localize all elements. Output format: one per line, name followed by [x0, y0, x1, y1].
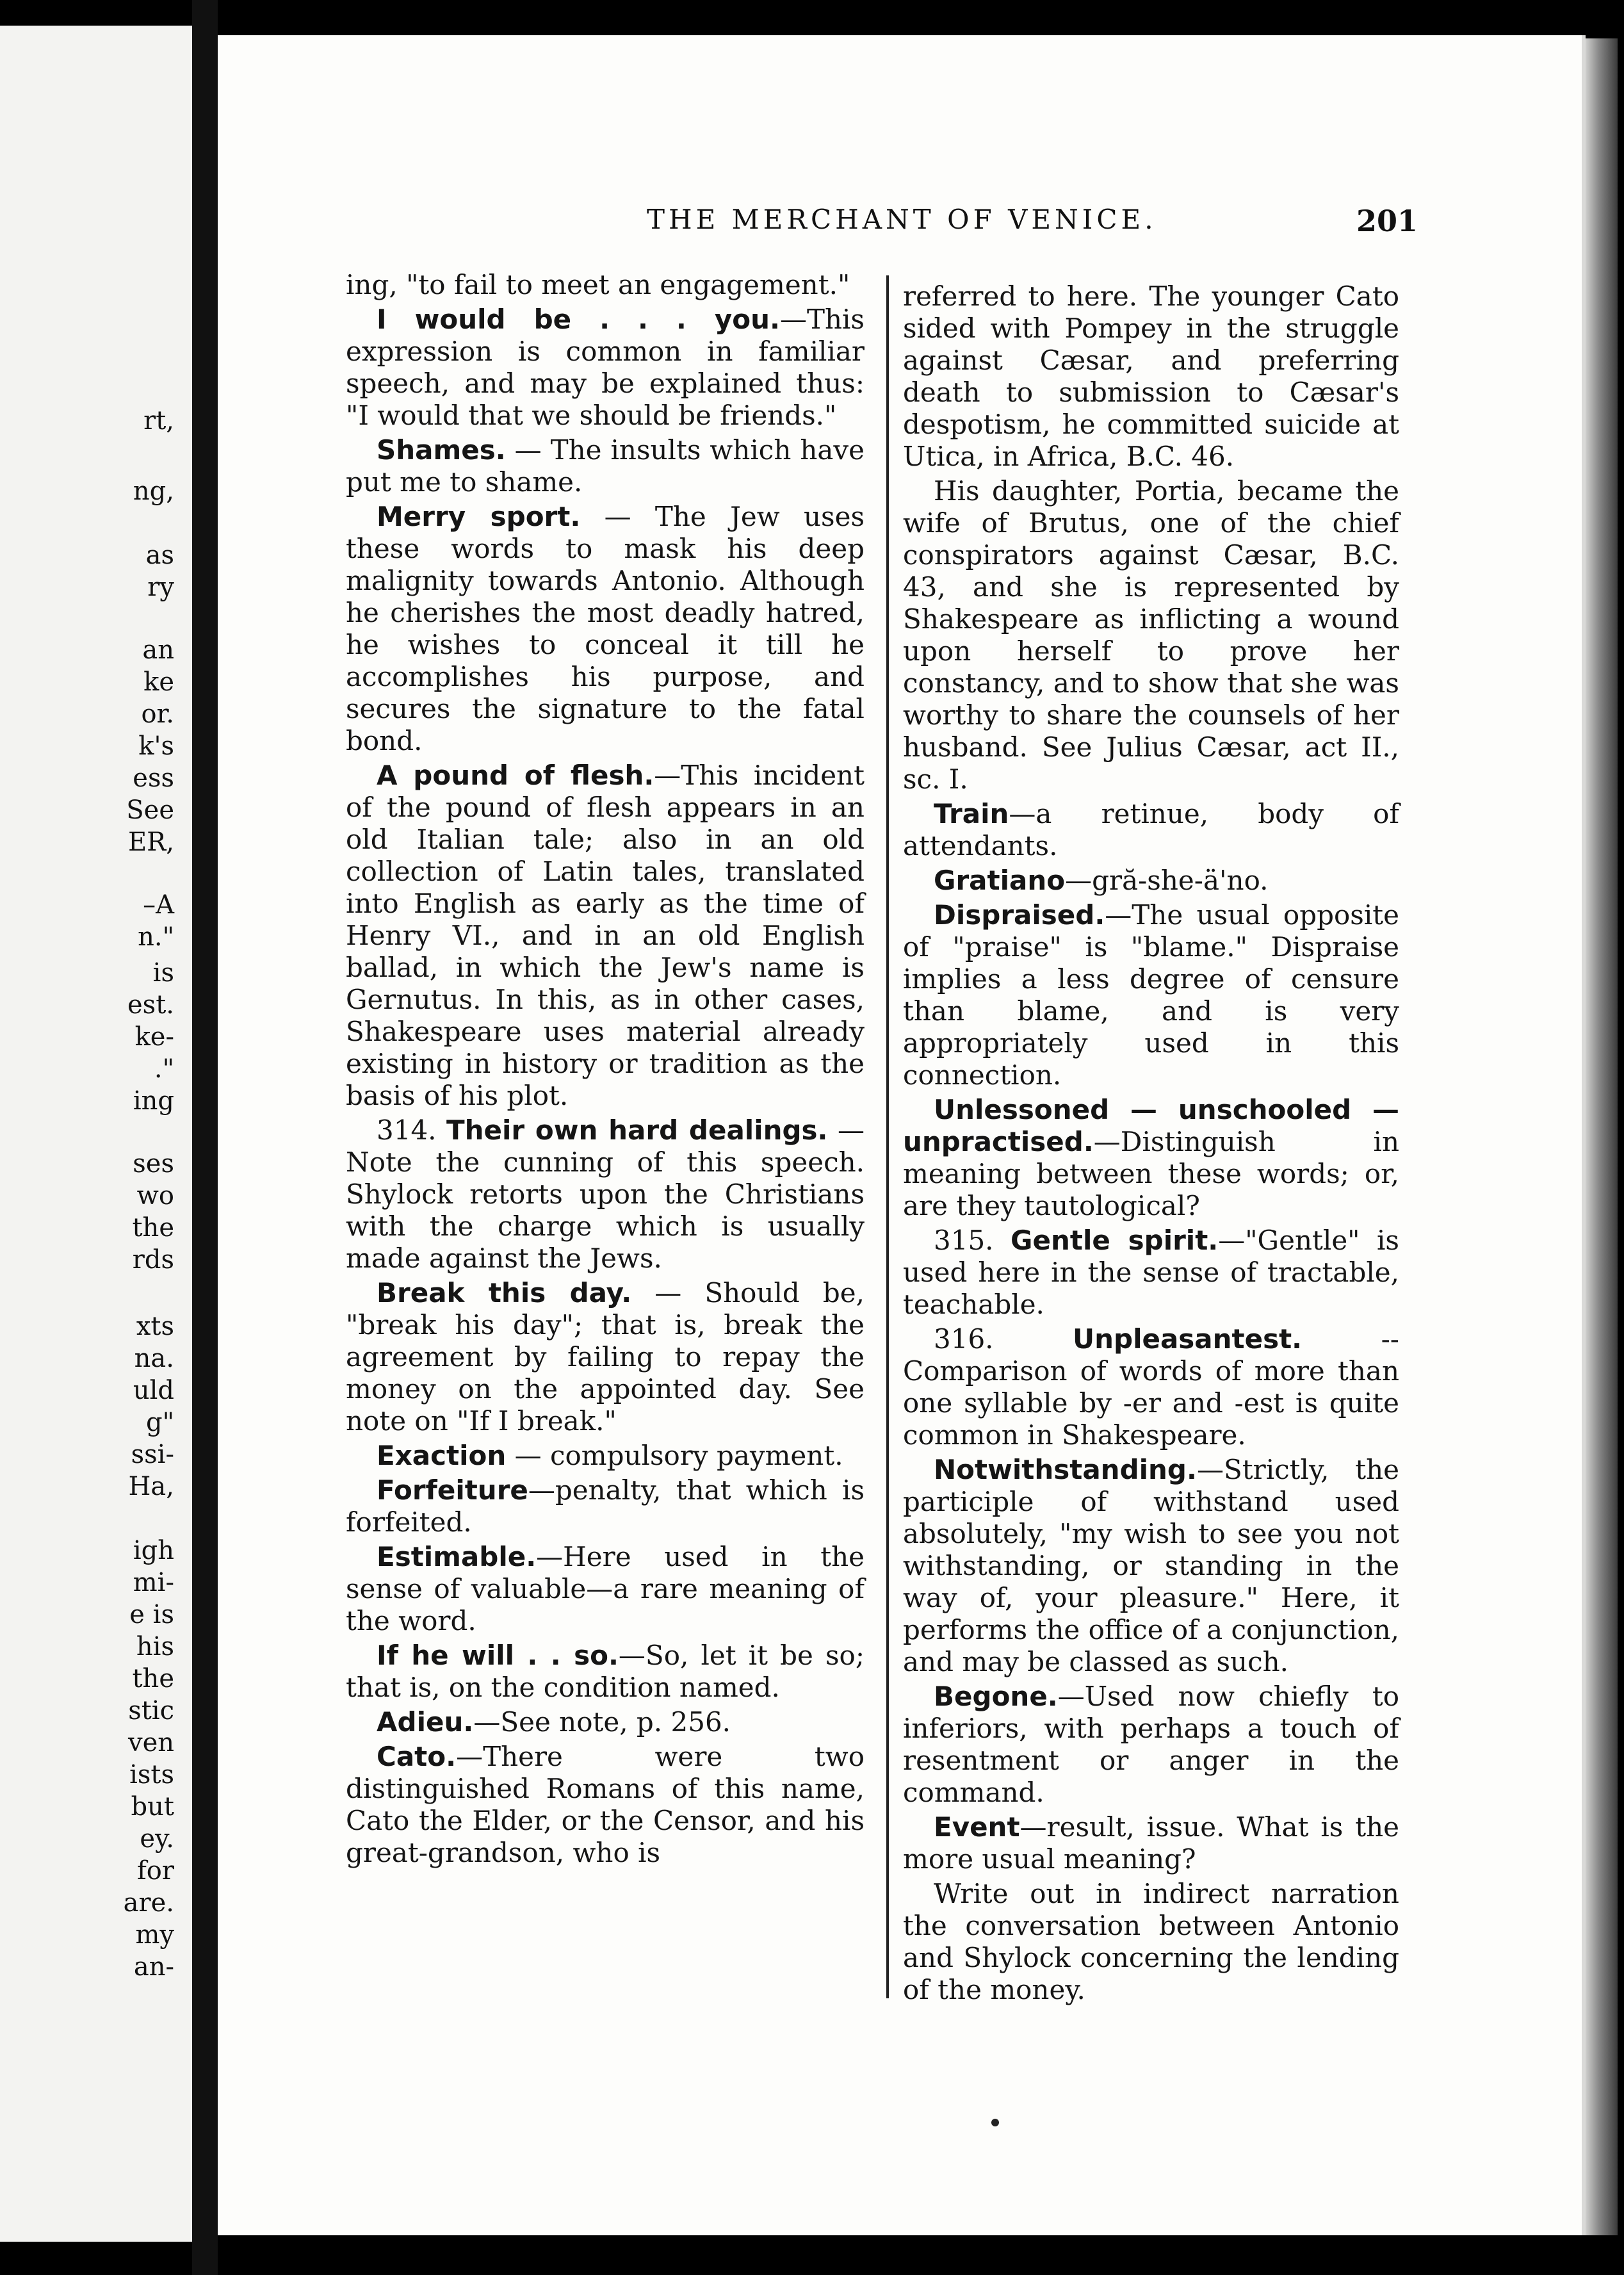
column-left — [346, 269, 865, 1871]
facing-page-stub-text: are. — [123, 1888, 174, 1918]
facing-page-stub — [0, 539, 192, 571]
facing-page-stub — [0, 1212, 192, 1244]
facing-page-stub — [0, 1471, 192, 1503]
note-text: —This expression is common in familiar speech, and may be explained thus: "I would that we should be friends." — [346, 304, 865, 431]
note-text: —gră-she-ä'no. — [1065, 865, 1269, 896]
facing-page-stub — [0, 475, 192, 507]
note-text: —"Gentle" is used here in the sense of tractable, teachable. — [903, 1225, 1399, 1320]
note-text: His daughter, Portia, became the wife of Brutus, one of the chief conspirators against Cæsar, B.C. 43, and she is represented by Shakespeare as inflicting a wound upon herself to prove her constancy, and to show that she was worthy to share the counsels of her husband. See Julius Cæsar, act II., sc. I. — [903, 475, 1399, 795]
note-headword: Unlessoned — unschooled — unpractised. — [903, 1094, 1399, 1157]
note-paragraph — [903, 1454, 1399, 1678]
facing-page-stub-text: ke- — [134, 1022, 174, 1052]
note-paragraph — [346, 1541, 865, 1637]
facing-page-stub-text: Ha, — [128, 1472, 174, 1501]
facing-page-stub — [0, 1887, 192, 1919]
facing-page-stub — [0, 1631, 192, 1663]
facing-page-stub-text: ke — [143, 667, 174, 697]
running-header: THE MERCHANT OF VENICE. — [647, 204, 1157, 235]
note-paragraph — [346, 269, 865, 301]
facing-page-stub-text: rt, — [143, 406, 174, 436]
facing-page-stub-text: e is — [129, 1600, 174, 1629]
facing-page-stub — [0, 1053, 192, 1085]
facing-page-stub — [0, 1567, 192, 1599]
facing-page-stub-text: n." — [138, 922, 174, 952]
facing-page-stub — [0, 1374, 192, 1407]
facing-page-stub-text: is — [152, 958, 174, 988]
note-text: —See note, p. 256. — [473, 1706, 731, 1738]
note-headword: Break this day. — [377, 1277, 632, 1309]
facing-page-stub-text: ven — [127, 1728, 174, 1757]
facing-page-stub-text: but — [131, 1792, 174, 1822]
facing-page-stub-text: uld — [133, 1376, 174, 1405]
facing-page-stub-text: na. — [134, 1344, 174, 1373]
facing-page-stub-text: g" — [145, 1408, 174, 1437]
facing-page-stub-text: See — [126, 795, 174, 825]
note-text: —result, issue. What is the more usual meaning? — [903, 1811, 1399, 1875]
facing-page-stub — [0, 1342, 192, 1374]
facing-page-stub-text: ess — [133, 763, 174, 793]
note-paragraph — [346, 1706, 865, 1738]
note-text: —There were two distinguished Romans of this name, Cato the Elder, or the Censor, and his great-grandson, who is — [346, 1741, 865, 1868]
facing-page-stub — [0, 1021, 192, 1053]
note-paragraph — [903, 475, 1399, 795]
note-text: —So, let it be so; that is, on the condition named. — [346, 1640, 865, 1703]
note-paragraph — [903, 1681, 1399, 1809]
note-text: — The insults which have put me to shame. — [346, 434, 865, 498]
note-text: —The usual opposite of "praise" is "blame." Dispraise implies a less degree of censure than blame, and is very appropriately used in this connection. — [903, 899, 1399, 1091]
facing-page-stub — [0, 1148, 192, 1180]
facing-page-stub — [0, 989, 192, 1021]
facing-page-stub-text: the — [132, 1664, 174, 1693]
note-text: — Should be, "break his day"; that is, break the agreement by failing to repay the money on the appointed day. See note on "If I break." — [346, 1277, 865, 1437]
line-number: 315. — [934, 1225, 1011, 1256]
facing-page-stub — [0, 889, 192, 921]
note-paragraph — [903, 1811, 1399, 1875]
note-headword: Merry sport. — [377, 501, 581, 532]
facing-page-stub-text: ry — [147, 573, 174, 602]
facing-page-stub-text: k's — [138, 731, 174, 761]
facing-page-stub — [0, 571, 192, 603]
facing-page-stub — [0, 1791, 192, 1823]
note-paragraph — [346, 304, 865, 432]
facing-page-stub — [0, 1180, 192, 1212]
facing-page-stub — [0, 1759, 192, 1791]
note-paragraph — [903, 1094, 1399, 1222]
facing-page-stub — [0, 1823, 192, 1855]
facing-page-stub-text: an- — [133, 1952, 174, 1982]
facing-page-stub-text: as — [145, 541, 174, 570]
note-headword: Begone. — [934, 1681, 1058, 1712]
column-rule — [886, 275, 889, 1998]
note-headword: Adieu. — [377, 1706, 474, 1738]
note-paragraph — [903, 281, 1399, 473]
note-headword: Gentle spirit. — [1011, 1225, 1219, 1256]
facing-page-stub — [0, 1407, 192, 1439]
facing-page-stub-text: ." — [154, 1054, 174, 1084]
note-text: —penalty, that which is forfeited. — [346, 1474, 865, 1538]
note-text: ing, "to fail to meet an engagement." — [346, 269, 850, 300]
note-headword: Dispraised. — [934, 899, 1105, 931]
note-paragraph — [903, 865, 1399, 897]
facing-page-stub — [0, 1919, 192, 1951]
note-paragraph — [346, 1277, 865, 1437]
facing-page-stub-text: ing — [133, 1086, 174, 1116]
note-headword: Forfeiture — [377, 1474, 528, 1506]
facing-page-stub — [0, 1439, 192, 1471]
note-paragraph — [346, 1640, 865, 1704]
facing-page-stub-text: ER, — [127, 828, 174, 857]
note-paragraph — [346, 1114, 865, 1275]
facing-page-stub — [0, 730, 192, 762]
note-headword: Train — [934, 798, 1009, 829]
note-headword: A pound of flesh. — [377, 760, 654, 791]
note-paragraph — [346, 1474, 865, 1538]
facing-page-stub-text: an — [142, 635, 174, 665]
facing-page-stub — [0, 1244, 192, 1276]
facing-page-stub — [0, 1310, 192, 1342]
column-right — [903, 281, 1399, 2009]
facing-page-stub-text: the — [132, 1213, 174, 1243]
note-headword: Estimable. — [377, 1541, 537, 1572]
note-paragraph — [346, 1440, 865, 1472]
note-text: -- Comparison of words of more than one syllable by -er and -est is quite common in Shakespeare. — [903, 1323, 1399, 1451]
note-headword: Notwithstanding. — [934, 1454, 1197, 1485]
line-number: 316. — [934, 1323, 1073, 1355]
note-headword: Event — [934, 1811, 1020, 1843]
facing-page-stub-text: est. — [127, 990, 174, 1020]
facing-page-stub-text: mi- — [133, 1568, 174, 1597]
note-paragraph — [903, 1225, 1399, 1321]
facing-page-stub-text: ssi- — [131, 1440, 174, 1469]
note-text: — The Jew uses these words to mask his deep malignity towards Antonio. Although he cherishes the most deadly hatred, he wishes to conceal it till he accomplishes his purpose, and secures the signature to the fatal bond. — [346, 501, 865, 756]
facing-page-stub-text: ses — [133, 1149, 174, 1178]
facing-page-stub-text: stic — [128, 1696, 174, 1725]
note-paragraph — [346, 1741, 865, 1869]
facing-page-stub — [0, 921, 192, 953]
note-paragraph — [903, 798, 1399, 862]
facing-page-stub — [0, 1727, 192, 1759]
facing-page-stub — [0, 1085, 192, 1117]
facing-page-stub — [0, 634, 192, 666]
note-headword: Exaction — [377, 1440, 507, 1471]
note-text: Write out in indirect narration the conversation between Antonio and Shylock concerning the lending of the money. — [903, 1878, 1399, 2005]
note-paragraph — [903, 1878, 1399, 2006]
facing-page-stub — [0, 826, 192, 858]
facing-page-stub-text: or. — [141, 699, 174, 729]
facing-page-stub — [0, 1695, 192, 1727]
note-headword: Gratiano — [934, 865, 1066, 896]
note-text: —Strictly, the participle of withstand used absolutely, "my wish to see you not withstanding, or standing in the way of, your pleasure." Here, it performs the office of a conjunction, and may be classed as such. — [903, 1454, 1399, 1677]
note-headword: Unpleasantest. — [1073, 1323, 1303, 1355]
facing-page-stub-text: my — [135, 1920, 174, 1950]
facing-page-stub — [0, 957, 192, 989]
note-text: —Used now chiefly to inferiors, with perhaps a touch of resentment or anger in the command. — [903, 1681, 1399, 1808]
note-text: referred to here. The younger Cato sided with Pompey in the struggle against Cæsar, and preferring death to submission to Cæsar's despotism, he committed suicide at Utica, in Africa, B.C. 46. — [903, 281, 1399, 472]
note-paragraph — [346, 434, 865, 498]
facing-page-stub — [0, 1535, 192, 1567]
facing-page-stub-text: ng, — [133, 477, 174, 506]
note-headword: I would be . . . you. — [377, 304, 780, 335]
facing-page-stub — [0, 698, 192, 730]
facing-page-stub-text: rds — [132, 1245, 174, 1275]
line-number: 314. — [377, 1114, 446, 1146]
facing-page-stub-text: his — [136, 1632, 174, 1661]
page-number: 201 — [1356, 204, 1418, 238]
note-text: —Distinguish in meaning between these words; or, are they tautological? — [903, 1126, 1399, 1221]
facing-page-stub — [0, 1663, 192, 1695]
facing-page-stub — [0, 405, 192, 437]
page-edge-shadow — [1586, 38, 1618, 2235]
note-headword: If he will . . so. — [377, 1640, 619, 1671]
note-paragraph — [903, 1323, 1399, 1451]
facing-page-stub — [0, 1855, 192, 1887]
facing-page-stub-text: xts — [136, 1312, 174, 1341]
book-gutter — [192, 0, 218, 2275]
page-mark-dot — [991, 2119, 999, 2126]
note-headword: Cato. — [377, 1741, 457, 1772]
facing-page-stub — [0, 666, 192, 698]
facing-page-stub — [0, 1599, 192, 1631]
note-paragraph — [346, 501, 865, 757]
facing-page-stub-text: ists — [129, 1760, 174, 1790]
note-paragraph — [346, 760, 865, 1112]
note-text: —This incident of the pound of flesh appears in an old Italian tale; also in an old collection of Latin tales, translated into English as early as the time of Henry VI., and in an old English ballad, in which the Jew's name is Gernutus. In this, as in other cases, Shakespeare uses material already existing in history or tradition as the basis of his plot. — [346, 760, 865, 1111]
facing-page-stub-text: –A — [143, 890, 174, 920]
note-text: —a retinue, body of attendants. — [903, 798, 1399, 861]
facing-page-stub-text: ey. — [140, 1824, 174, 1854]
note-headword: Shames. — [377, 434, 506, 466]
facing-page-stub-text: for — [136, 1856, 174, 1886]
note-text: —Here used in the sense of valuable—a rare meaning of the word. — [346, 1541, 865, 1636]
note-headword: Their own hard dealings. — [446, 1114, 828, 1146]
facing-page-stub — [0, 762, 192, 794]
facing-page-stub-text: igh — [133, 1536, 174, 1565]
note-paragraph — [903, 899, 1399, 1091]
facing-page-stub — [0, 794, 192, 826]
facing-page-stub-text: wo — [136, 1181, 174, 1211]
note-text: —Note the cunning of this speech. Shylock retorts upon the Christians with the charge which is usually made against the Jews. — [346, 1114, 865, 1274]
facing-page-stub — [0, 1951, 192, 1983]
note-text: — compulsory payment. — [506, 1440, 843, 1471]
